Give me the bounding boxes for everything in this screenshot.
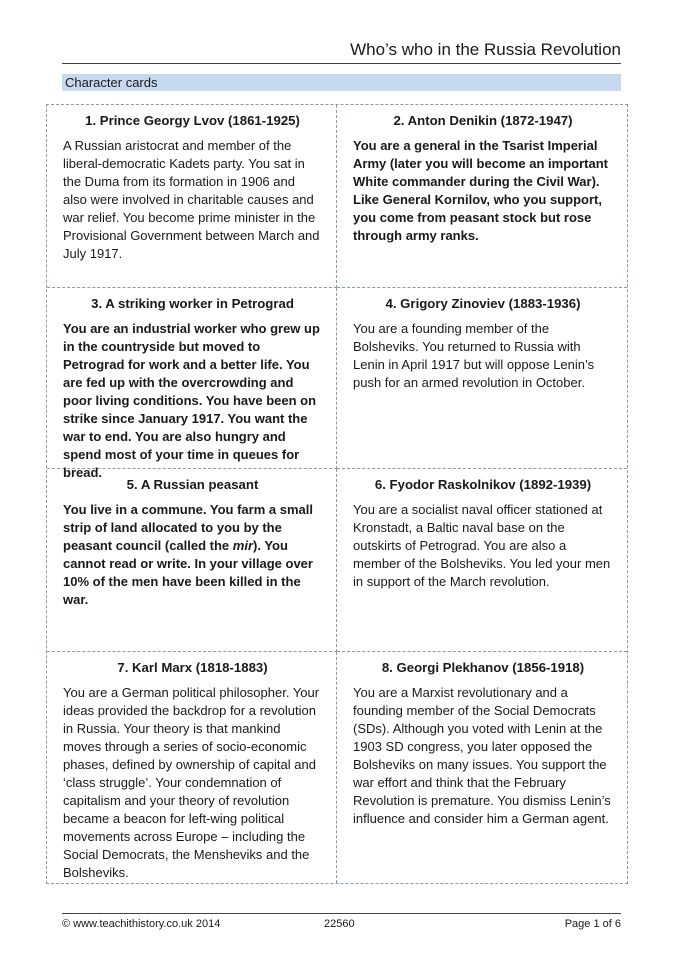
card-text	[63, 501, 322, 609]
character-cards-grid	[46, 104, 628, 884]
card-text: A Russian aristocrat and member of the liberal-democratic Kadets party. You sat in the Duma from its formation in 1906 and also were involved in charitable causes and war relief. You become prime minister in the Provisional Government between March and July 1917.	[63, 138, 320, 261]
title-divider	[62, 63, 621, 64]
card-text: You are an industrial worker who grew up in the countryside but moved to Petrograd for work and a better life. You are fed up with the overcrowding and poor living conditions. You have been on strike since January 1917. You want the war to end. You are also hungry and spend most of your time in queues for bread.	[63, 321, 320, 480]
footer	[62, 918, 621, 930]
page-number: Page 1 of 6	[564, 918, 621, 930]
card-text: You are a founding member of the Bolsheviks. You returned to Russia with Lenin in April 1917 but will oppose Lenin’s push for an armed revolution in October.	[353, 321, 595, 390]
character-card	[337, 288, 627, 469]
character-card	[47, 288, 337, 480]
card-text: You are a socialist naval officer stationed at Kronstadt, a Baltic naval base on the outskirts of Petrograd. You are also a member of the Bolsheviks. You led your men in support of the March revolution.	[353, 502, 611, 589]
card-text-emphasis: mir	[232, 538, 254, 553]
character-card	[337, 105, 627, 288]
card-title: 6. Fyodor Raskolnikov (1892-1939)	[374, 477, 592, 492]
card-title: 7. Karl Marx (1818-1883)	[117, 660, 268, 675]
footer-divider	[62, 913, 621, 914]
copyright: © www.teachithistory.co.uk 2014	[62, 918, 221, 930]
card-title: 8. Georgi Plekhanov (1856-1918)	[381, 660, 585, 675]
character-card	[337, 469, 627, 652]
card-text: You are a Marxist revolutionary and a founding member of the Social Democrats (SDs). Although you voted with Lenin at the 1903 SD congress, you later opposed the Bolsheviks on many issues. You support the war effort and think that the February Revolution is premature. You dismiss Lenin’s influence and consider him a German agent.	[353, 685, 611, 826]
section-heading: Character cards	[62, 74, 621, 91]
card-title: 1. Prince Georgy Lvov (1861-1925)	[85, 113, 300, 128]
card-text: You are a general in the Tsarist Imperial Army (later you will become an important White commander during the Civil War). Like General Kornilov, who you support, you come from peasant stock but rose through army ranks.	[353, 138, 608, 243]
card-text-part: ). You cannot read or write. In your village over 10% of the men have been killed in the war.	[63, 538, 313, 607]
page-title: Who’s who in the Russia Revolution	[350, 40, 621, 59]
card-text-part: You live in a commune. You farm a small strip of land allocated to you by the peasant council (called the	[63, 502, 313, 553]
card-title: 5. A Russian peasant	[126, 477, 259, 492]
character-card	[47, 469, 337, 652]
card-title: 2. Anton Denikin (1872-1947)	[393, 113, 573, 128]
character-card	[337, 652, 627, 883]
character-card	[47, 652, 337, 883]
character-card	[47, 105, 337, 288]
document-code: 22560	[324, 918, 355, 930]
card-text: You are a German political philosopher. Your ideas provided the backdrop for a revolution in Russia. Your theory is that mankind moves through a series of socio-economic phases, defined by ownership of capital and ‘class struggle’. Your condemnation of capitalism and your theory of revolution became a beacon for left-wing political movements across Europe – including the Social Democrats, the Mensheviks and the Bolsheviks.	[63, 685, 320, 880]
card-title: 4. Grigory Zinoviev (1883-1936)	[385, 296, 581, 311]
card-title: 3. A striking worker in Petrograd	[91, 296, 294, 311]
